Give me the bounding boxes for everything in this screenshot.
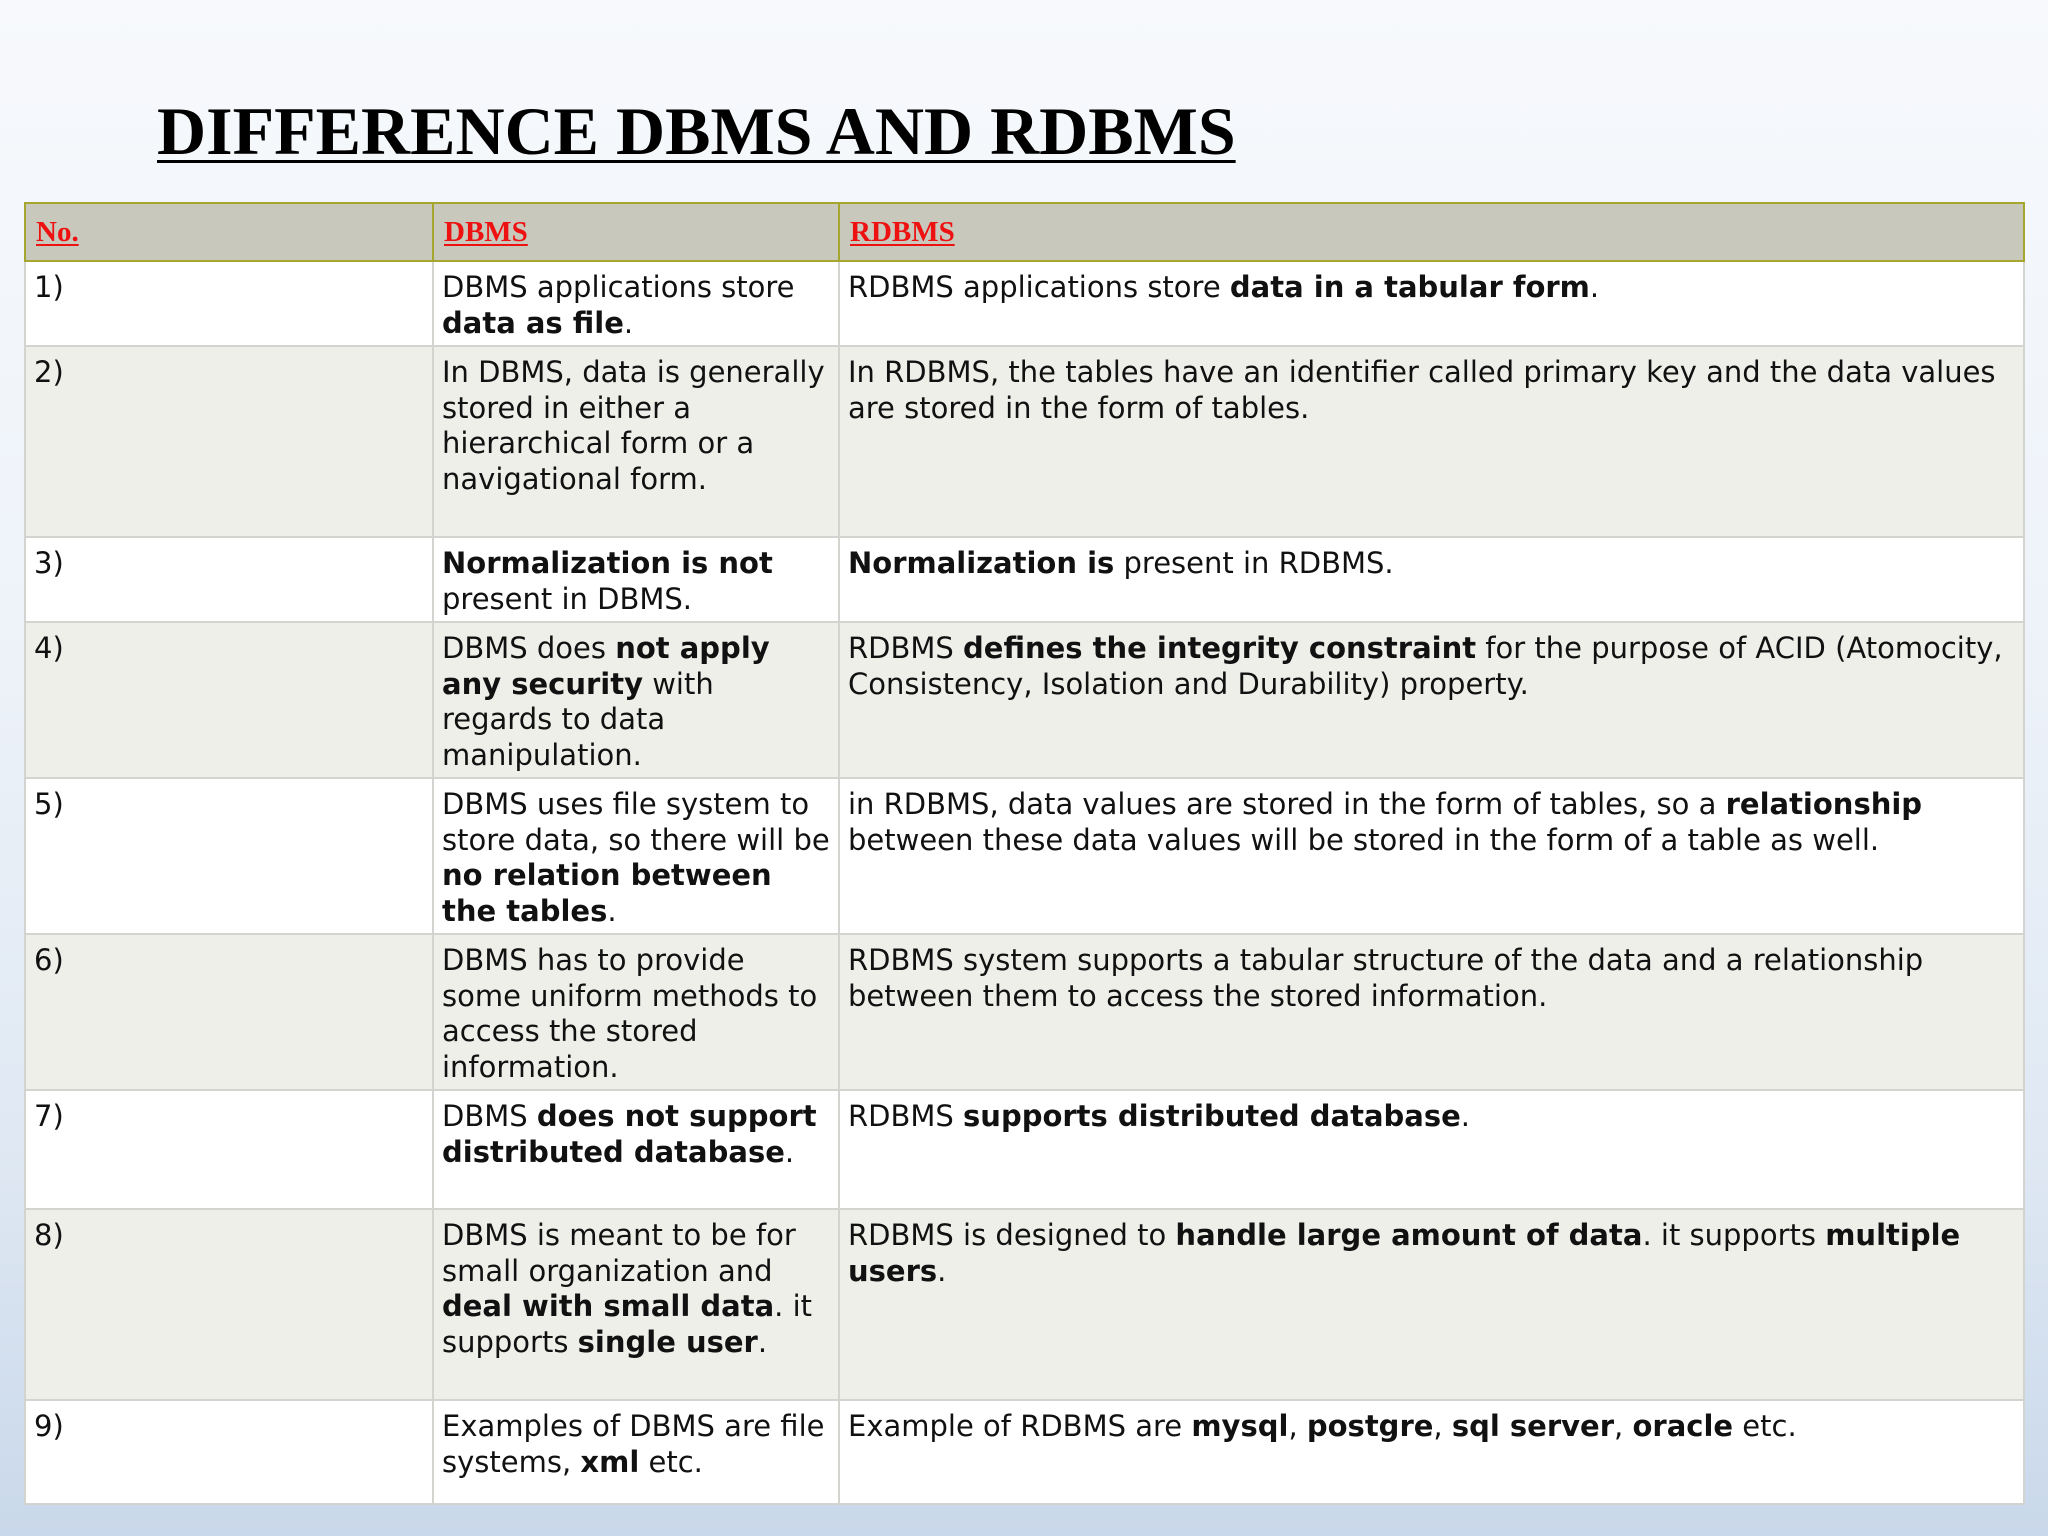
text-segment: .: [623, 305, 634, 340]
slide-title: DIFFERENCE DBMS AND RDBMS: [157, 93, 1236, 169]
table-row: [25, 1209, 2024, 1400]
bold-text: Normalization is not: [442, 546, 773, 580]
text-segment: Examples of DBMS are file systems,: [442, 1409, 825, 1479]
text-segment: in RDBMS, data values are stored in the form of tables, so a: [848, 787, 1726, 821]
text-segment: In RDBMS, the tables have an identifier called primary key and the data values are stored in the form of tables.: [848, 355, 1996, 425]
text-segment: ,: [1614, 1409, 1633, 1443]
bold-text: data in a tabular form: [1229, 270, 1590, 304]
text-segment: DBMS: [442, 1099, 537, 1133]
row-number-cell: 6): [25, 934, 433, 1090]
rdbms-cell: [839, 622, 2024, 778]
text-segment: DBMS is meant to be for small organization and: [442, 1218, 796, 1288]
bold-text: xml: [580, 1444, 640, 1479]
text-segment: .: [784, 1134, 795, 1169]
text-segment: DBMS applications store: [442, 270, 795, 304]
bold-text: not apply any security: [442, 631, 770, 701]
text-segment: RDBMS applications store: [848, 270, 1230, 304]
bold-text: supports distributed database: [963, 1099, 1461, 1133]
rdbms-cell: [839, 778, 2024, 934]
text-segment: .: [1460, 1099, 1470, 1133]
row-number-cell: 8): [25, 1209, 433, 1400]
header-dbms: [433, 203, 839, 261]
table-row: [25, 1400, 2024, 1504]
header-row: [25, 203, 2024, 261]
text-segment: with regards to data manipulation.: [442, 666, 714, 772]
text-segment: RDBMS is designed to: [848, 1218, 1176, 1252]
dbms-cell: [433, 1400, 839, 1504]
bold-text: relationship: [1725, 787, 1923, 821]
text-segment: for the purpose of ACID (Atomocity, Consistency, Isolation and Durability) property.: [848, 631, 2003, 701]
text-segment: .: [607, 893, 617, 928]
header-rdbms: [839, 203, 2024, 261]
table-row: [25, 934, 2024, 1090]
bold-text: multiple users: [848, 1218, 1961, 1288]
dbms-cell: [433, 622, 839, 778]
table-row: [25, 778, 2024, 934]
dbms-cell: [433, 934, 839, 1090]
bold-text: deal with small data: [442, 1289, 775, 1323]
text-segment: RDBMS: [848, 1099, 964, 1133]
text-segment: ,: [1433, 1409, 1452, 1443]
text-segment: ,: [1288, 1409, 1307, 1443]
row-number-cell: 7): [25, 1090, 433, 1209]
rdbms-cell: [839, 537, 2024, 622]
header-no-label: No.: [36, 215, 79, 248]
bold-text: postgre: [1306, 1409, 1434, 1443]
rdbms-cell: [839, 1400, 2024, 1504]
rdbms-cell: [839, 346, 2024, 537]
row-number-cell: 1): [25, 261, 433, 346]
text-segment: DBMS uses file system to store data, so there will be: [442, 787, 830, 857]
table-row: [25, 622, 2024, 778]
rdbms-cell: [839, 261, 2024, 346]
text-segment: . it supports: [442, 1289, 813, 1359]
bold-text: handle large amount of data: [1175, 1218, 1643, 1252]
row-number-cell: 4): [25, 622, 433, 778]
bold-text: mysql: [1191, 1409, 1289, 1443]
bold-text: does not support distributed database: [442, 1099, 817, 1169]
row-number-cell: 3): [25, 537, 433, 622]
dbms-cell: [433, 537, 839, 622]
bold-text: single user: [577, 1324, 758, 1359]
bold-text: sql server: [1451, 1409, 1615, 1443]
text-segment: present in RDBMS.: [1114, 546, 1394, 580]
table-row: [25, 261, 2024, 346]
dbms-cell: [433, 778, 839, 934]
row-number-cell: 2): [25, 346, 433, 537]
text-segment: In DBMS, data is generally stored in either a hierarchical form or a navigational form.: [442, 355, 825, 496]
row-number-cell: 9): [25, 1400, 433, 1504]
row-number-cell: 5): [25, 778, 433, 934]
text-segment: present in DBMS.: [442, 581, 692, 616]
table-row: [25, 1090, 2024, 1209]
text-segment: .: [1589, 270, 1600, 304]
bold-text: oracle: [1632, 1409, 1734, 1443]
table-row: [25, 537, 2024, 622]
text-segment: RDBMS: [848, 631, 964, 665]
text-segment: .: [937, 1253, 947, 1288]
rdbms-cell: [839, 1209, 2024, 1400]
dbms-cell: [433, 1090, 839, 1209]
text-segment: RDBMS system supports a tabular structure of the data and a relationship between them to access the stored information.: [848, 943, 1924, 1013]
header-dbms-label: DBMS: [444, 215, 528, 248]
bold-text: no relation between the tables: [442, 858, 772, 928]
bold-text: data as file: [442, 305, 624, 340]
text-segment: between these data values will be stored in the form of a table as well.: [848, 822, 1880, 857]
text-segment: DBMS does: [442, 631, 616, 665]
header-rdbms-label: RDBMS: [850, 215, 955, 248]
text-segment: etc.: [639, 1444, 703, 1479]
text-segment: DBMS has to provide some uniform methods to access the stored information.: [442, 943, 818, 1084]
text-segment: .: [757, 1324, 768, 1359]
dbms-cell: [433, 1209, 839, 1400]
dbms-cell: [433, 346, 839, 537]
rdbms-cell: [839, 934, 2024, 1090]
dbms-cell: [433, 261, 839, 346]
header-no: [25, 203, 433, 261]
table-row: [25, 346, 2024, 537]
rdbms-cell: [839, 1090, 2024, 1209]
bold-text: Normalization is: [848, 546, 1115, 580]
text-segment: Example of RDBMS are: [848, 1409, 1192, 1443]
bold-text: defines the integrity constraint: [963, 631, 1477, 665]
text-segment: etc.: [1733, 1409, 1797, 1443]
text-segment: . it supports: [1642, 1218, 1826, 1252]
comparison-table: [24, 202, 2025, 1505]
